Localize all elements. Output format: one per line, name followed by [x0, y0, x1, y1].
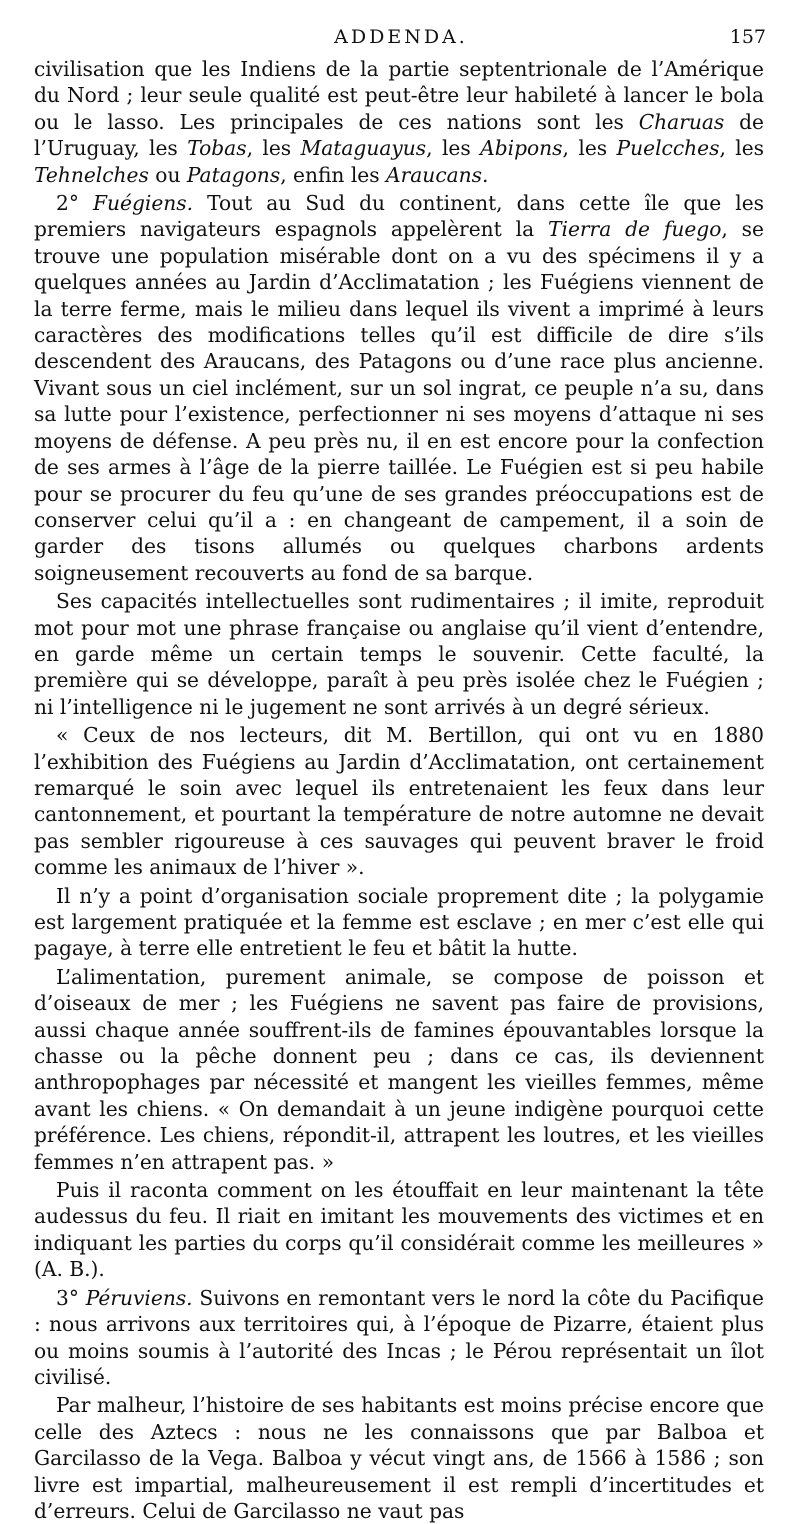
paragraph — [34, 588, 764, 720]
text-run: civilisation que les Indiens de la partie septentrionale de l’Amérique du Nord ; leur seule qualité est peut-être leur habileté à lancer le bola ou le lasso. Les principales de ces nations sont les — [34, 57, 764, 134]
text-run: Ses capacités intellectuelles sont rudimentaires ; il imite, reproduit mot pour mot une phrase française ou anglaise qu’il vient d’entendre, en garde même un certain temps le souvenir. Cette faculté, la première qui se développe, paraît à peu près isolée chez le Fuégien ; ni l’intelligence ni le jugement ne sont arrivés à un degré sérieux. — [34, 589, 764, 719]
italic-term: Tobas — [187, 136, 247, 161]
paragraph — [34, 964, 764, 1175]
italic-term: Patagons — [186, 162, 281, 187]
italic-term: Tehnelches — [34, 162, 149, 187]
italic-term: Charuas — [638, 109, 725, 134]
text-run: , enfin les — [280, 162, 387, 187]
page-number: 157 — [729, 26, 766, 48]
text-run: , les — [719, 136, 765, 161]
paragraph — [34, 883, 764, 962]
text-run: , les — [246, 136, 301, 161]
text-run: Suivons en remontant vers le nord la côte du Pacifique : nous arrivons aux territoires qui, à l’époque de Pizarre, étaient plus ou moins soumis à l’autorité des Incas ; le Pérou représentait un îlot civilisé. — [34, 1285, 764, 1389]
text-run: Par malheur, l’histoire de ses habitants est moins précise encore que celle des Aztecs : nous ne les connaissons que par Balboa et Garcilasso de la Vega. Balboa y vécut vingt ans, de 1566 à 1586 ; son livre est impartial, malheureusement il est rempli d’incertitudes et d’erreurs. Celui de Garcilasso ne vaut pas — [34, 1393, 764, 1523]
page-body — [34, 56, 764, 1524]
text-run: 3° — [56, 1285, 86, 1310]
paragraph — [34, 1177, 764, 1283]
italic-term: Tierra de fuego — [548, 217, 722, 242]
text-run: Puis il raconta comment on les étouffait en leur maintenant la tête audessus du feu. Il riait en imitant les mouvements des victimes et en indiquant les parties du corps qu’il considérait comme les meilleures » (A. B.). — [34, 1178, 764, 1282]
text-run: ou — [148, 162, 187, 187]
text-run: . — [482, 162, 489, 187]
italic-term: Fuégiens. — [92, 191, 194, 216]
italic-term: Mataguayus — [300, 136, 427, 161]
italic-term: Araucans — [386, 162, 483, 187]
text-run: de l’Uruguay, les — [34, 109, 764, 161]
paragraph — [34, 1285, 764, 1391]
italic-term: Péruviens. — [85, 1285, 193, 1310]
text-run: « Ceux de nos lecteurs, dit M. Bertillon, qui ont vu en 1880 l’exhibition des Fuégiens au Jardin d’Acclimatation, ont certainement remarqué le soin avec lequel ils entretenaient les feux dans leur cantonnement, et pourtant la température de notre automne ne devait pas sembler rigoureuse à ces sauvages qui peuvent braver le froid comme les animaux de l’hiver ». — [34, 723, 764, 880]
paragraph — [34, 722, 764, 880]
text-run: , se trouve une population misérable dont on a vu des spécimens il y a quelques années au Jardin d’Acclimatation ; les Fuégiens viennent de la terre ferme, mais le milieu dans lequel ils vivent a imprimé à leurs caractères des modifications telles qu’il est difficile de dire s’ils descendent des Araucans, des Patagons ou d’une race plus ancienne. Vivant sous un ciel inclément, sur un sol ingrat, ce peuple n’a su, dans sa lutte pour l’existence, perfectionner ni ses moyens d’attaque ni ses moyens de défense. A peu près nu, il en est encore pour la confection de ses armes à l’âge de la pierre taillée. Le Fuégien est si peu habile pour se procurer du feu qu’une de ses grandes préoccupations est de conserver celui qu’il a : en changeant de campement, il a soin de garder des tisons allumés ou quelques charbons ardents soigneusement recouverts au fond de sa barque. — [34, 217, 764, 585]
text-run: Tout au Sud du continent, dans cette île que les premiers navigateurs espagnols appelèrent la — [34, 191, 764, 242]
paragraph — [34, 1392, 764, 1524]
text-run: 2° — [56, 191, 93, 216]
paragraph — [34, 56, 764, 188]
text-run: L’alimentation, purement animale, se compose de poisson et d’oiseaux de mer ; les Fuégiens ne savent pas faire de provisions, aussi chaque année souffrent-ils de famines épouvantables lorsque la chasse ou la pêche donnent peu ; dans ce cas, ils deviennent anthropophages par nécessité et mangent les vieilles femmes, même avant les chiens. « On demandait à un jeune indigène pourquoi cette préférence. Les chiens, répondit-il, attrapent les loutres, et les vieilles femmes n’en attrapent pas. » — [34, 964, 764, 1174]
text-run: Il n’y a point d’organisation sociale proprement dite ; la polygamie est largement pratiquée et la femme est esclave ; en mer c’est elle qui pagaye, à terre elle entretient le feu et bâtit la hutte. — [34, 883, 764, 961]
text-run: , les — [562, 136, 617, 161]
page-header — [36, 26, 766, 54]
text-run: , les — [426, 136, 481, 161]
italic-term: Abipons — [480, 136, 563, 161]
paragraph — [34, 190, 764, 586]
running-title: ADDENDA. — [334, 26, 468, 48]
italic-term: Puelcches — [616, 136, 720, 161]
